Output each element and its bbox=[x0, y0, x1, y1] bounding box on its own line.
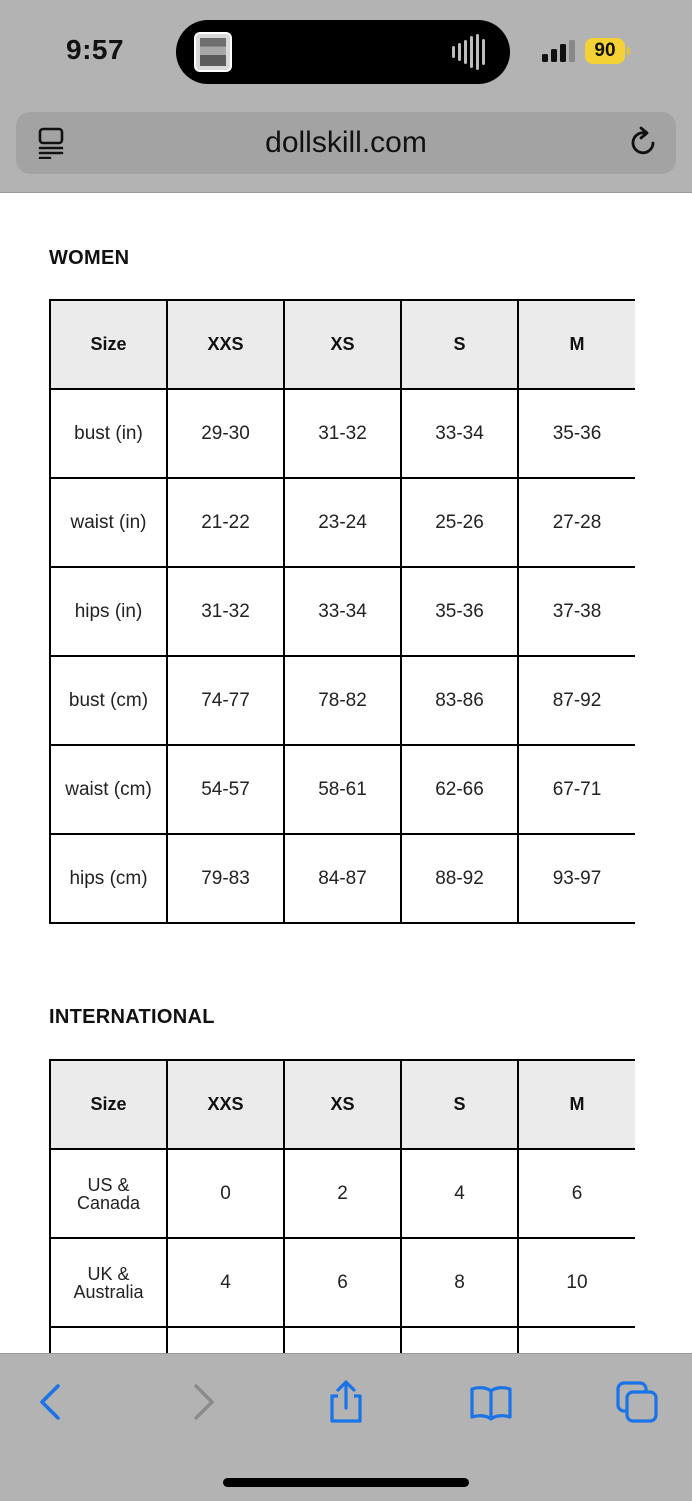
table-cell: 10 bbox=[518, 1238, 635, 1327]
tabs-icon[interactable] bbox=[615, 1380, 659, 1424]
table-row bbox=[50, 834, 635, 923]
row-label-cell: bust (in) bbox=[50, 389, 167, 478]
row-label-cell: hips (cm) bbox=[50, 834, 167, 923]
table-cell bbox=[284, 1327, 401, 1353]
url-text: dollskill.com bbox=[265, 126, 427, 159]
table-cell: 6 bbox=[518, 1149, 635, 1238]
header-cell: S bbox=[401, 1060, 518, 1149]
forward-icon[interactable] bbox=[180, 1380, 224, 1424]
header-cell: XXS bbox=[167, 1060, 284, 1149]
battery-indicator: 90 bbox=[585, 38, 625, 64]
table-cell: 33-34 bbox=[284, 567, 401, 656]
table-row bbox=[50, 745, 635, 834]
table-cell: 29-30 bbox=[167, 389, 284, 478]
table-cell: 37-38 bbox=[518, 567, 635, 656]
home-indicator[interactable] bbox=[223, 1478, 469, 1487]
table-cell: 62-66 bbox=[401, 745, 518, 834]
table-cell bbox=[401, 1327, 518, 1353]
table-cell: 78-82 bbox=[284, 656, 401, 745]
table-cell: 88-92 bbox=[401, 834, 518, 923]
table-cell: 84-87 bbox=[284, 834, 401, 923]
header-cell: XS bbox=[284, 300, 401, 389]
header-cell: M bbox=[518, 300, 635, 389]
table-header-row bbox=[50, 300, 635, 389]
reload-icon[interactable] bbox=[628, 126, 660, 160]
table-header-row bbox=[50, 1060, 635, 1149]
women-section-title: WOMEN bbox=[49, 247, 130, 269]
page-content bbox=[0, 193, 692, 1353]
row-label-cell: waist (in) bbox=[50, 478, 167, 567]
table-cell: 31-32 bbox=[284, 389, 401, 478]
table-row bbox=[50, 1327, 635, 1353]
table-cell: 31-32 bbox=[167, 567, 284, 656]
table-cell: 21-22 bbox=[167, 478, 284, 567]
status-time: 9:57 bbox=[66, 34, 125, 65]
table-cell: 25-26 bbox=[401, 478, 518, 567]
table-cell: 6 bbox=[284, 1238, 401, 1327]
table-row bbox=[50, 656, 635, 745]
row-label-line: UK & bbox=[87, 1263, 130, 1284]
table-row bbox=[50, 389, 635, 478]
audio-waveform-icon bbox=[452, 34, 492, 70]
now-playing-artwork bbox=[194, 32, 232, 72]
row-label-cell: waist (cm) bbox=[50, 745, 167, 834]
header-cell: Size bbox=[50, 300, 167, 389]
table-cell: 35-36 bbox=[401, 567, 518, 656]
table-row bbox=[50, 478, 635, 567]
row-label-cell: bust (cm) bbox=[50, 656, 167, 745]
table-cell: 27-28 bbox=[518, 478, 635, 567]
table-cell: 4 bbox=[401, 1149, 518, 1238]
table-cell: 23-24 bbox=[284, 478, 401, 567]
table-cell: 54-57 bbox=[167, 745, 284, 834]
header-cell: S bbox=[401, 300, 518, 389]
table-cell: 2 bbox=[284, 1149, 401, 1238]
table-row bbox=[50, 1238, 635, 1327]
table-row bbox=[50, 1149, 635, 1238]
table-cell: 79-83 bbox=[167, 834, 284, 923]
table-cell: 93-97 bbox=[518, 834, 635, 923]
header-cell: XS bbox=[284, 1060, 401, 1149]
header-cell: Size bbox=[50, 1060, 167, 1149]
table-cell bbox=[518, 1327, 635, 1353]
table-cell bbox=[167, 1327, 284, 1353]
table-cell bbox=[50, 1327, 167, 1353]
international-size-table bbox=[49, 1059, 635, 1353]
table-cell: 0 bbox=[167, 1149, 284, 1238]
header-cell: XXS bbox=[167, 300, 284, 389]
table-cell: 4 bbox=[167, 1238, 284, 1327]
bookmarks-icon[interactable] bbox=[469, 1380, 513, 1424]
women-size-table bbox=[49, 299, 635, 924]
address-bar[interactable] bbox=[16, 112, 676, 174]
row-label-line: Australia bbox=[73, 1281, 144, 1302]
share-icon[interactable] bbox=[324, 1380, 368, 1424]
row-label-line: US & bbox=[87, 1174, 130, 1195]
table-cell: 74-77 bbox=[167, 656, 284, 745]
row-label-cell: hips (in) bbox=[50, 567, 167, 656]
table-cell: 33-34 bbox=[401, 389, 518, 478]
table-cell: 35-36 bbox=[518, 389, 635, 478]
table-cell: 8 bbox=[401, 1238, 518, 1327]
table-row bbox=[50, 567, 635, 656]
table-cell: 58-61 bbox=[284, 745, 401, 834]
header-cell: M bbox=[518, 1060, 635, 1149]
cellular-signal-icon bbox=[542, 40, 576, 62]
bottom-toolbar bbox=[0, 1353, 692, 1501]
table-cell: 83-86 bbox=[401, 656, 518, 745]
international-section-title: INTERNATIONAL bbox=[49, 1006, 215, 1028]
table-cell: 67-71 bbox=[518, 745, 635, 834]
row-label-line: Canada bbox=[76, 1192, 141, 1213]
top-chrome bbox=[0, 0, 692, 193]
table-cell: 87-92 bbox=[518, 656, 635, 745]
dynamic-island[interactable] bbox=[176, 20, 510, 84]
row-label-cell bbox=[50, 1149, 167, 1238]
back-icon[interactable] bbox=[30, 1380, 74, 1424]
row-label-cell bbox=[50, 1238, 167, 1327]
